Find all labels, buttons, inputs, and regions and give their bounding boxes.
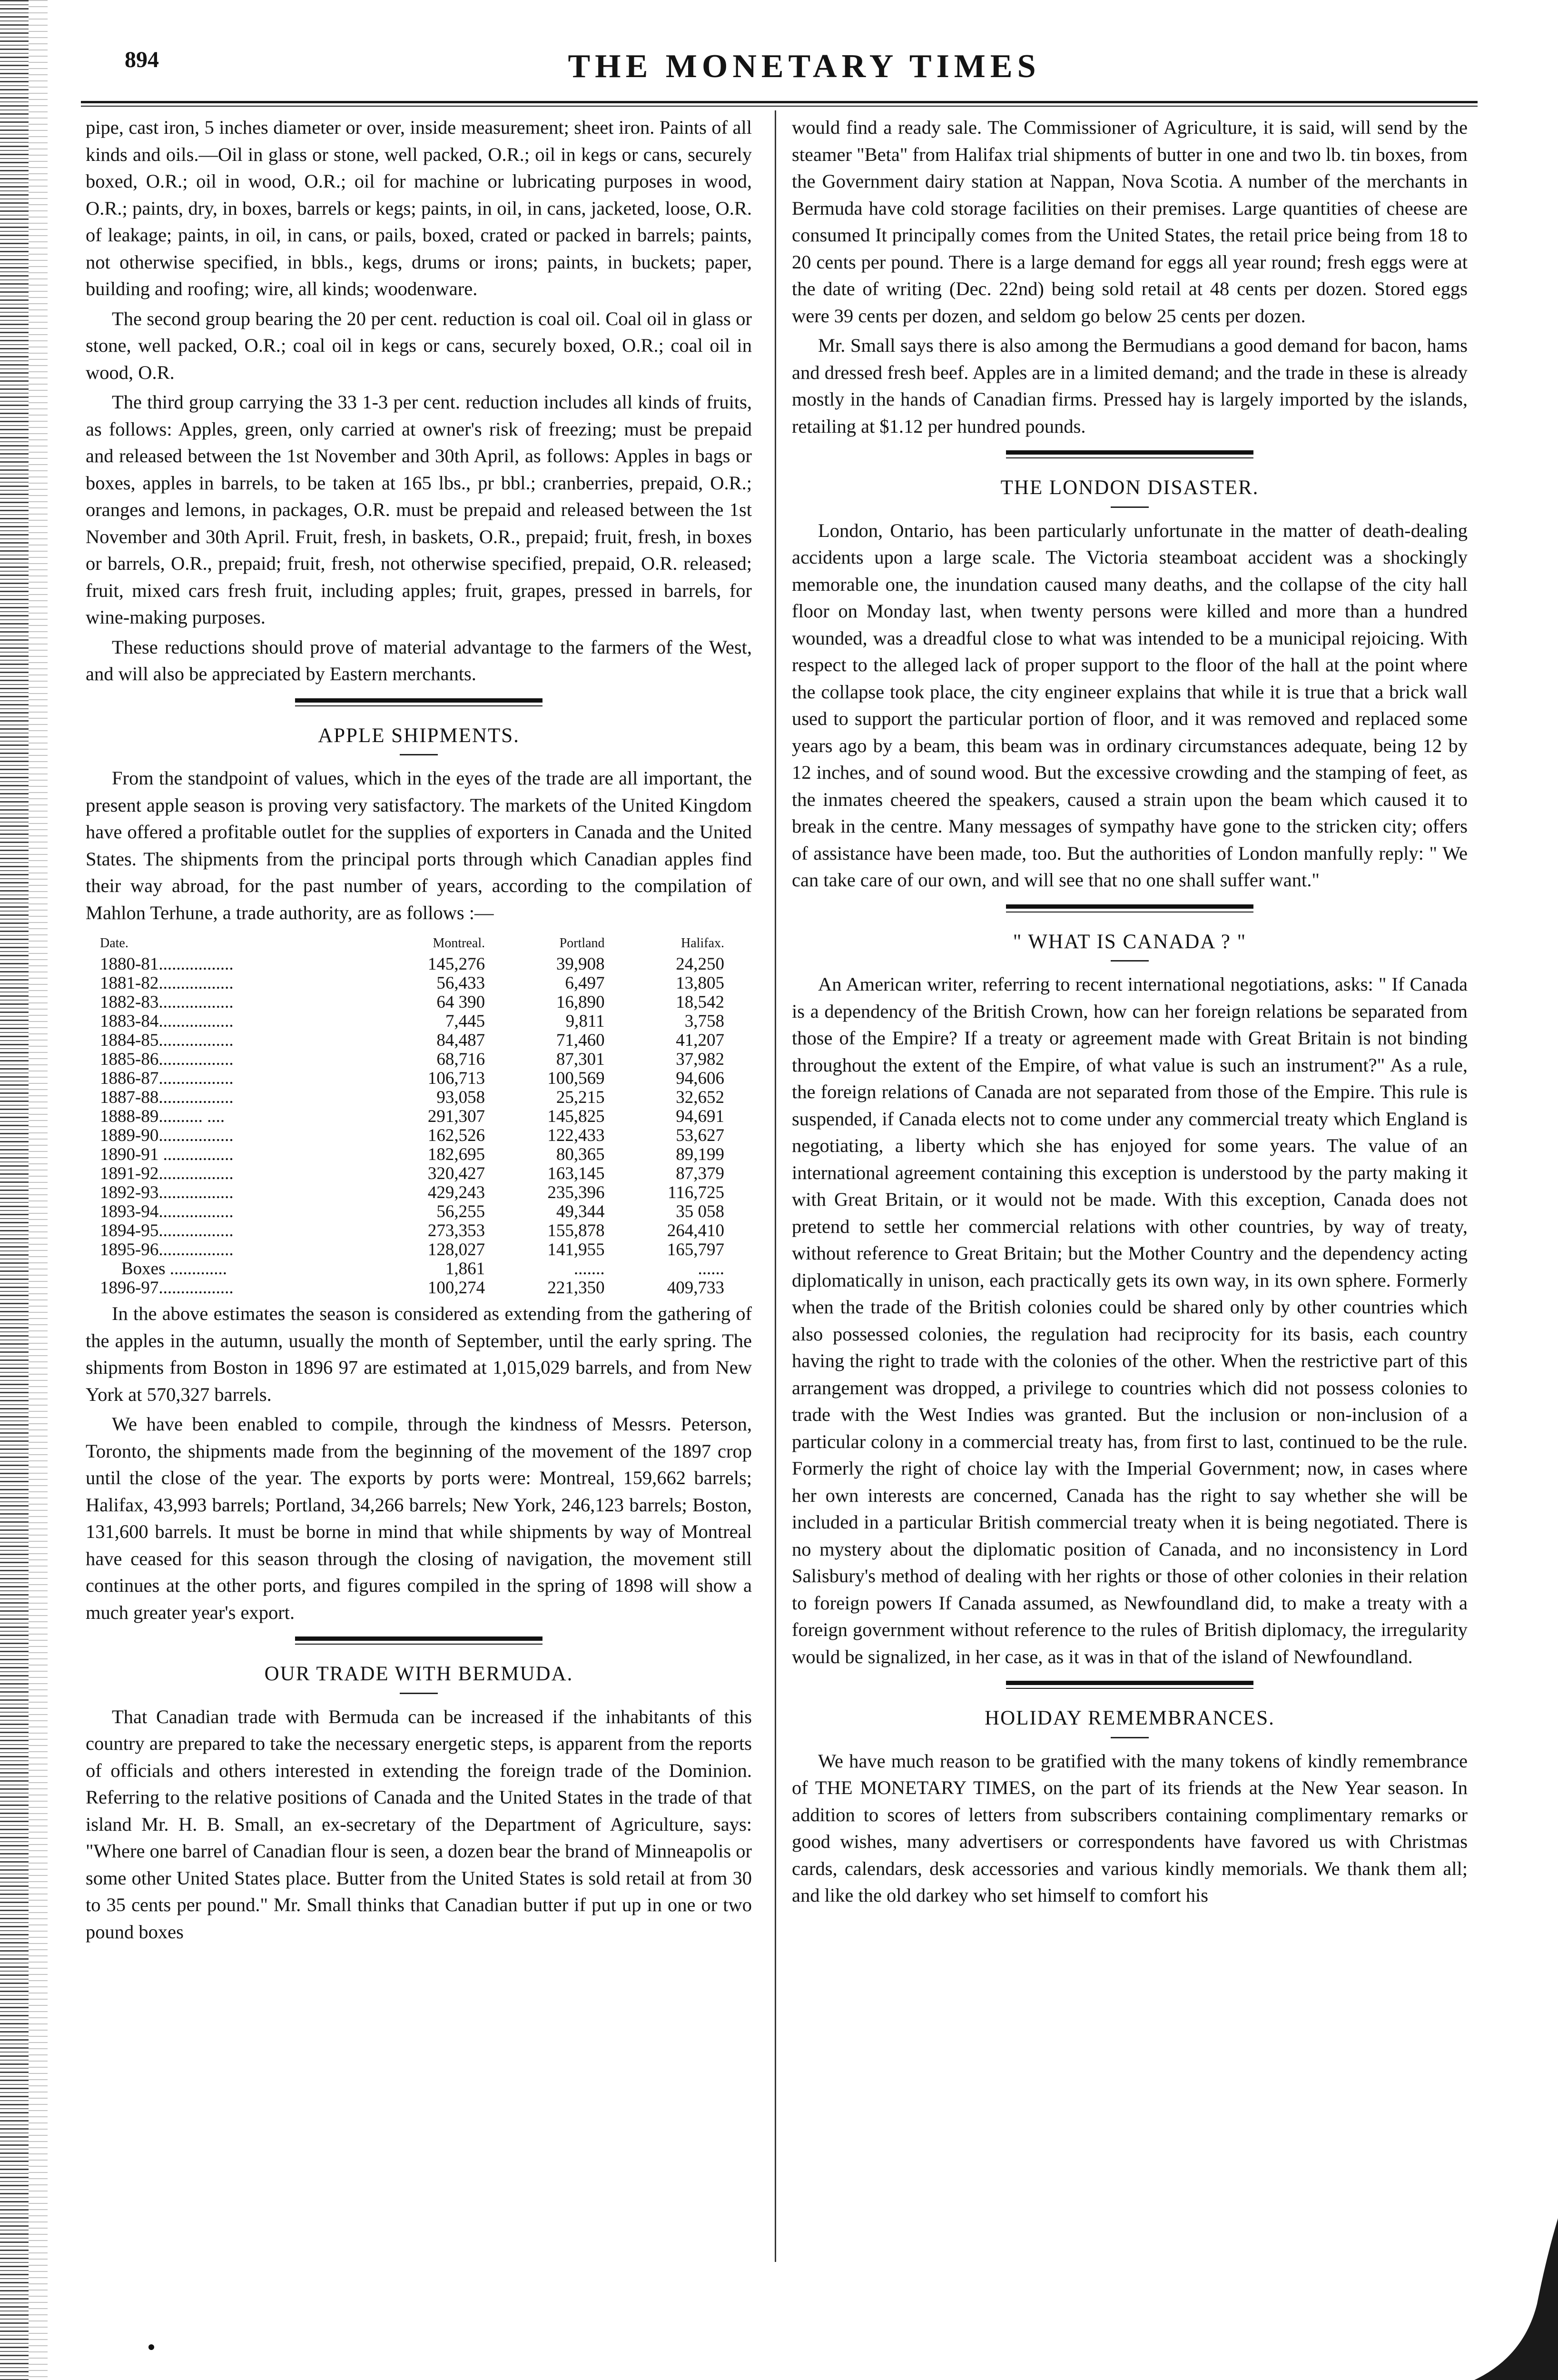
montreal-cell: 429,243	[427, 1183, 485, 1202]
paragraph: That Canadian trade with Bermuda can be increased if the inhabitants of this country are prepared to take the necessary energetic steps, is apparent from the reports of officials and others interested in extending the foreign trade of the Dominion. Referring to the relative positions of Canada and the United States in the trade of that island Mr. H. B. Small, an ex-secretary of the Department of Agriculture, says: "Where one barrel of Canadian flour is seen, a dozen bear the brand of Minneapolis or some other United States place. Butter from the United States is sold retail at from 30 to 35 cents per pound." Mr. Small thinks that Canadian butter if put up in one or two pound boxes	[86, 1706, 752, 1943]
table-row	[100, 1202, 728, 1221]
portland-cell: 87,301	[556, 1050, 605, 1069]
scan-speck	[148, 2344, 154, 2350]
montreal-cell: 100,274	[427, 1278, 485, 1298]
masthead-title: THE MONETARY TIMES	[568, 48, 1041, 85]
paragraph: These reductions should prove of material advantage to the farmers of the West, and will also be appreciated by Eastern merchants.	[86, 636, 752, 684]
section-heading-holiday-remembrances: HOLIDAY REMEMBRANCES.	[985, 1707, 1275, 1729]
date-cell: 1896-97.................	[100, 1278, 234, 1298]
table-row	[100, 1069, 728, 1088]
date-cell: 1886-87.................	[100, 1069, 234, 1088]
date-cell: 1880-81.................	[100, 954, 234, 974]
halifax-cell: 94,606	[676, 1069, 724, 1088]
table-row	[100, 1126, 728, 1145]
halifax-cell: 35 058	[676, 1202, 724, 1221]
section-heading-apple-shipments: APPLE SHIPMENTS.	[318, 724, 520, 747]
halifax-cell: 53,627	[676, 1126, 724, 1145]
montreal-cell: 56,255	[436, 1202, 485, 1221]
paragraph: Mr. Small says there is also among the Bermudians a good demand for bacon, hams and dressed fresh beef. Apples are in a limited demand; and the trade in these is already mostly in the hands of Canadian firms. Pressed hay is largely imported by the islands, retailing at $1.12 per hundred pounds.	[792, 335, 1468, 437]
table-row	[100, 1164, 728, 1183]
apple-shipments-table	[100, 934, 728, 1298]
date-cell: 1882-83.................	[100, 992, 234, 1012]
portland-cell: 39,908	[556, 954, 605, 974]
date-cell: 1893-94.................	[100, 1202, 234, 1221]
montreal-cell: 1,861	[445, 1259, 485, 1279]
paragraph: The second group bearing the 20 per cent. reduction is coal oil. Coal oil in glass or stone, well packed, O.R.; coal oil in kegs or cans, securely boxed, O.R.; coal oil in wood, O.R.	[86, 307, 752, 383]
paragraph: We have been enabled to compile, through the kindness of Messrs. Peterson, Toronto, the shipments made from the beginning of the movement of the 1897 crop until the close of the year. The exports by ports were: Montreal, 159,662 barrels; Halifax, 43,993 barrels; Portland, 34,266 barrels; New York, 246,123 barrels; Boston, 131,600 barrels. It must be borne in mind that while shipments by way of Montreal have ceased for this season through the closing of navigation, the movement still continues at the other ports, and figures compiled in the spring of 1898 will show a much greater year's export.	[86, 1413, 752, 1623]
halifax-cell: 37,982	[676, 1050, 724, 1069]
portland-cell: 122,433	[547, 1126, 605, 1145]
halifax-cell: 3,758	[684, 1012, 724, 1031]
section-separator	[295, 698, 542, 706]
scan-edge-left	[0, 0, 29, 2380]
halifax-cell: 87,379	[676, 1164, 724, 1183]
page-number: 894	[125, 47, 159, 72]
date-cell: 1891-92.................	[100, 1164, 234, 1183]
portland-cell: 9,811	[565, 1012, 605, 1031]
portland-cell: 155,878	[547, 1221, 605, 1240]
date-cell: 1887-88.................	[100, 1088, 234, 1107]
portland-cell: .......	[573, 1259, 605, 1279]
section-separator	[295, 1636, 542, 1645]
halifax-cell: 18,542	[676, 992, 724, 1012]
table-row	[100, 1279, 728, 1298]
halifax-cell: 116,725	[668, 1183, 724, 1202]
portland-cell: 49,344	[556, 1202, 605, 1221]
date-cell: 1884-85.................	[100, 1031, 234, 1050]
halifax-cell: 264,410	[667, 1221, 724, 1240]
date-cell: 1892-93.................	[100, 1183, 234, 1202]
montreal-cell: 64 390	[436, 992, 485, 1012]
date-cell: 1894-95.................	[100, 1221, 234, 1240]
table-row	[100, 1031, 728, 1050]
portland-cell: 16,890	[556, 992, 605, 1012]
column-header-montreal: Montreal.	[433, 936, 485, 951]
column-divider	[775, 110, 776, 2262]
montreal-cell: 320,427	[427, 1164, 485, 1183]
portland-cell: 100,569	[547, 1069, 605, 1088]
table-row	[100, 1183, 728, 1202]
heading-dash	[1111, 506, 1149, 508]
portland-cell: 221,350	[547, 1278, 605, 1298]
table-row	[100, 955, 728, 974]
date-cell: 1895-96.................	[100, 1240, 234, 1259]
portland-cell: 141,955	[547, 1240, 605, 1259]
montreal-cell: 93,058	[436, 1088, 485, 1107]
date-cell: 1890-91 ................	[100, 1145, 234, 1164]
montreal-cell: 128,027	[427, 1240, 485, 1259]
section-heading-what-is-canada: " WHAT IS CANADA ? "	[1013, 930, 1247, 953]
header-rule-thin	[81, 106, 1478, 107]
montreal-cell: 106,713	[427, 1069, 485, 1088]
table-row	[100, 1088, 728, 1107]
paragraph: London, Ontario, has been particularly unfortunate in the matter of death-dealing accidents upon a large scale. The Victoria steamboat accident was a shockingly memorable one, the inundation caused many deaths, and the collapse of the city hall floor on Monday last, when twenty persons were killed and more than a hundred wounded, was a dreadful close to what was intended to be a municipal rejoicing. With respect to the alleged lack of proper support to the floor of the hall at the point where the collapse took place, the city engineer explains that while it is true that a brick wall used to support the particular portion of floor, and it was removed and replaced some years ago by a beam, this beam was in ordinary circumstances adequate, being 12 by 12 inches, and of sound wood. But the excessive crowding and the stamping of feet, as the inmates cheered the speakers, caused a strain upon the beam which caused it to break in the centre. Many messages of sympathy have gone to the stricken city; offers of assistance have been made, too. But the authorities of London manfully reply: " We can take care of our own, and will see that no one shall suffer want."	[792, 519, 1468, 891]
portland-cell: 163,145	[547, 1164, 605, 1183]
halifax-cell: ......	[698, 1259, 724, 1279]
montreal-cell: 68,716	[436, 1050, 485, 1069]
table-row	[100, 1050, 728, 1069]
table-body	[100, 955, 728, 1298]
table-row	[100, 974, 728, 993]
table-row	[100, 1012, 728, 1031]
halifax-cell: 13,805	[676, 973, 724, 993]
halifax-cell: 32,652	[676, 1088, 724, 1107]
section-separator	[1006, 1681, 1253, 1689]
portland-cell: 235,396	[547, 1183, 605, 1202]
table-row	[100, 1221, 728, 1240]
paragraph: pipe, cast iron, 5 inches diameter or over, inside measurement; sheet iron. Paints of all kinds and oils.—Oil in glass or stone, well packed, O.R.; oil in kegs or cans, securely boxed, O.R.; oil in wood, O.R.; oil for machine or lubricating purposes in wood, O.R.; paints, dry, in boxes, barrels or kegs; paints, in oil, in cans, jacketed, loose, O.R. of leakage; paints, in oil, in cans, or pails, boxed, crated or packed in barrels; paints, not otherwise specified, in bbls., kegs, drums or irons; paints, in buckets; paper, building and roofing; wire, all kinds; woodenware.	[86, 117, 752, 299]
portland-cell: 6,497	[565, 973, 605, 993]
heading-dash	[400, 1693, 438, 1694]
halifax-cell: 41,207	[676, 1031, 724, 1050]
paragraph: In the above estimates the season is considered as extending from the gathering of the apples in the autumn, usually the month of September, until the early spring. The shipments from Boston in 1896 97 are estimated at 1,015,029 barrels, and from New York at 570,327 barrels.	[86, 1303, 752, 1405]
montreal-cell: 182,695	[427, 1145, 485, 1164]
portland-cell: 145,825	[547, 1107, 605, 1126]
montreal-cell: 291,307	[427, 1107, 485, 1126]
halifax-cell: 409,733	[667, 1278, 724, 1298]
section-heading-bermuda: OUR TRADE WITH BERMUDA.	[264, 1663, 573, 1685]
montreal-cell: 273,353	[427, 1221, 485, 1240]
halifax-cell: 165,797	[667, 1240, 724, 1259]
table-header-row	[100, 934, 728, 955]
table-row	[100, 1145, 728, 1164]
table-row	[100, 1259, 728, 1279]
montreal-cell: 56,433	[436, 973, 485, 993]
heading-dash	[1111, 960, 1149, 962]
table-row	[100, 1107, 728, 1126]
date-cell: 1883-84.................	[100, 1012, 234, 1031]
paragraph: would find a ready sale. The Commissioner of Agriculture, it is said, will send by the steamer "Beta" from Halifax trial shipments of butter in one and two lb. tin boxes, from the Government dairy station at Nappan, Nova Scotia. A number of the merchants in Bermuda have cold storage facilities on their premises. Large quantities of cheese are consumed It principally comes from the United States, the retail price being from 18 to 20 cents per pound. There is a large demand for eggs all year round; fresh eggs were at the date of writing (Dec. 22nd) being sold retail at 48 cents per dozen. Stored eggs were 39 cents per dozen, and seldom go below 25 cents per dozen.	[792, 117, 1468, 327]
montreal-cell: 162,526	[427, 1126, 485, 1145]
header-rule	[81, 101, 1478, 103]
column-header-halifax: Halifax.	[681, 936, 724, 951]
halifax-cell: 24,250	[676, 954, 724, 974]
paragraph: The third group carrying the 33 1-3 per cent. reduction includes all kinds of fruits, as follows: Apples, green, only carried at owner's risk of freezing; must be prepaid and released between the 1st November and 30th April, as follows: Apples in bags or boxes, apples in barrels, to be taken at 165 lbs., pr bbl.; cranberries, prepaid, O.R.; oranges and lemons, in packages, O.R. must be prepaid and released between the 1st November and 30th April. Fruit, fresh, in baskets, O.R., prepaid; fruit, fresh, in boxes or barrels, O.R., prepaid; fruit, fresh, not otherwise specified, prepaid, O.R. released; fruit, mixed cars fresh fruit, including apples; fruit, grapes, pressed in barrels, for wine-making purposes.	[86, 391, 752, 628]
montreal-cell: 84,487	[436, 1031, 485, 1050]
portland-cell: 71,460	[556, 1031, 605, 1050]
halifax-cell: 94,691	[676, 1107, 724, 1126]
column-header-portland: Portland	[559, 936, 605, 951]
date-cell: Boxes .............	[121, 1259, 227, 1279]
table-row	[100, 993, 728, 1012]
halifax-cell: 89,199	[676, 1145, 724, 1164]
scan-edge-shadow	[29, 0, 48, 2380]
section-separator	[1006, 450, 1253, 458]
right-column	[792, 114, 1468, 1912]
paragraph: An American writer, referring to recent international negotiations, asks: " If Canada is a dependency of the British Crown, how can her foreign relations be separated from those of the Empire? If a treaty or agreement made with Great Britain is not binding throughout the extent of the Empire, of what value is such an instrument?" As a rule, the foreign relations of Canada are not separated from those of the Empire. This rule is suspended, if Canada elects not to come under any commercial treaty which England is negotiating, a liberty which she has enjoyed for some years. The value of an international agreement containing this exception is understood by the party making it with Great Britain, or it would not be made. With this exception, Canada does not pretend to settle her commercial relations with other countries, by way of treaty, without reference to Great Britain; but the Mother Country and the dependency acting diplomatically in unison, each practically gets its own way, in its own sphere. Formerly when the trade of the British colonies could be shared only by other countries which also possessed colonies, the regulation had reciprocity for its basis, each country having the right to trade with the colonies of the other. When the restrictive part of this arrangement was dropped, a privilege to countries which did not possess colonies to trade with the West Indies was granted. But the inclusion or non-inclusion of a particular colony in a commercial treaty has, from first to last, continued to be the rule. Formerly the right of choice lay with the Imperial Government; now, in cases where her own interests are concerned, Canada has the right to say whether she will be included in a particular British commercial treaty when it is being negotiated. There is no mystery about the diplomatic position of Canada, and no inconsistency in Lord Salisbury's method of dealing with her rights or those of other colonies in their relation to foreign powers If Canada assumed, as Newfoundland did, to make a treaty with a foreign government without reference to the rules of British diplomacy, the irregularity would be signalized, in her case, as it was in that of the island of Newfoundland.	[792, 973, 1468, 1667]
montreal-cell: 7,445	[445, 1012, 485, 1031]
date-cell: 1889-90.................	[100, 1126, 234, 1145]
paragraph: From the standpoint of values, which in the eyes of the trade are all important, the present apple season is proving very satisfactory. The markets of the United Kingdom have offered a profitable outlet for the supplies of exporters in Canada and the United States. The shipments from the principal ports through which Canadian apples find their way abroad, for the past number of years, according to the compilation of Mahlon Terhune, a trade authority, are as follows :—	[86, 767, 752, 923]
left-column	[86, 114, 752, 1948]
portland-cell: 25,215	[556, 1088, 605, 1107]
paragraph: We have much reason to be gratified with the many tokens of kindly remembrance of THE MONETARY TIMES, on the part of its friends at the New Year season. In addition to scores of letters from subscribers containing complimentary remarks or good wishes, many advertisers or correspondents have favored us with Christmas cards, calendars, desk accessories and various kindly memorials. We thank them all; and like the old darkey who set himself to comfort his	[792, 1750, 1468, 1906]
montreal-cell: 145,276	[427, 954, 485, 974]
heading-dash	[1111, 1737, 1149, 1738]
date-cell: 1885-86.................	[100, 1050, 234, 1069]
column-header-date: Date.	[100, 936, 128, 951]
section-separator	[1006, 904, 1253, 912]
date-cell: 1881-82.................	[100, 973, 234, 993]
page-curl-shadow	[1466, 2218, 1558, 2380]
date-cell: 1888-89.......... ....	[100, 1107, 225, 1126]
table-row	[100, 1240, 728, 1259]
heading-dash	[400, 754, 438, 755]
portland-cell: 80,365	[556, 1145, 605, 1164]
section-heading-london-disaster: THE LONDON DISASTER.	[1000, 476, 1259, 499]
